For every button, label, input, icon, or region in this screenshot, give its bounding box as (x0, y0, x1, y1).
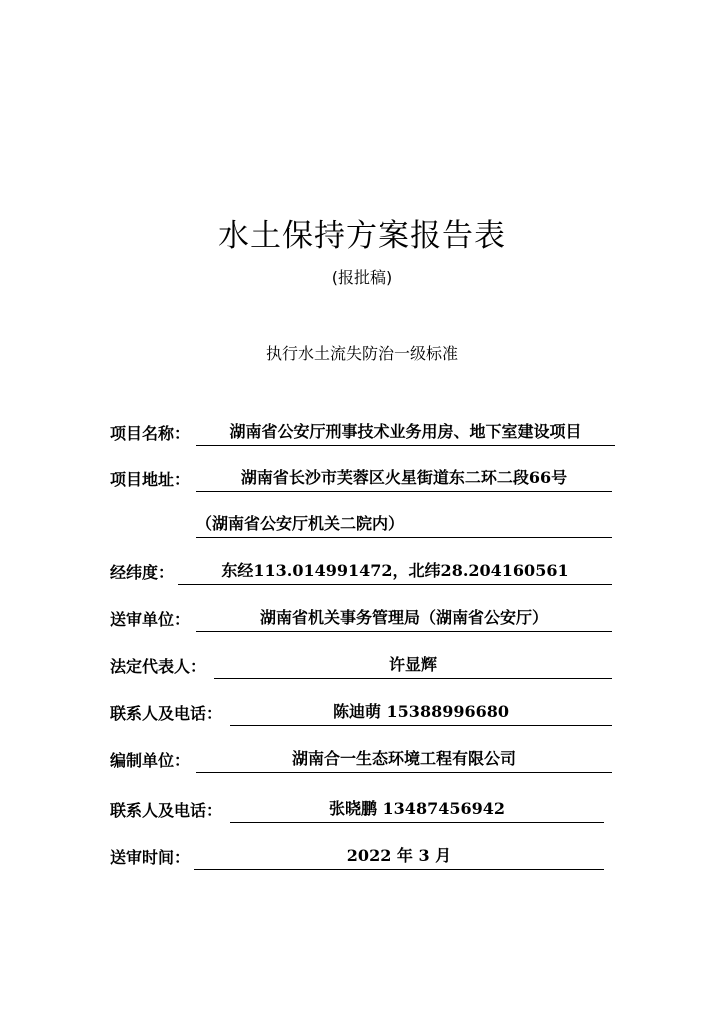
document-subtitle: (报批稿) (331, 268, 393, 287)
field-underline (230, 796, 604, 823)
field-label: 编制单位： (110, 751, 191, 770)
document-title: 水土保持方案报告表 (218, 218, 506, 254)
field-value: 湖南省机关事务管理局（湖南省公安厅） (259, 608, 548, 627)
field-label: 项目名称： (110, 424, 191, 443)
field-submitting-unit (110, 604, 612, 632)
field-underline (194, 843, 604, 870)
field-label: 法定代表人： (110, 657, 207, 676)
field-underline (214, 652, 612, 679)
field-underline (196, 465, 612, 492)
field-project-address (110, 464, 612, 492)
field-value: （湖南省公安厅机关二院内） (196, 514, 405, 533)
field-project-name (110, 418, 615, 446)
field-underline (178, 558, 612, 585)
field-submit-time (110, 842, 604, 870)
field-label: 联系人及电话： (110, 801, 223, 820)
field-label: 经纬度： (110, 563, 175, 582)
field-label: 送审时间： (110, 848, 191, 867)
field-value: 东经113.014991472，北纬28.204160561 (221, 561, 569, 580)
field-underline (196, 419, 615, 446)
field-value: 张晓鹏 13487456942 (328, 799, 506, 818)
field-contact-1 (110, 698, 612, 726)
field-value: 陈迪萌 15388996680 (332, 702, 510, 721)
field-underline (196, 746, 612, 773)
field-project-address-line2 (110, 510, 612, 538)
field-value: 许显辉 (388, 655, 437, 674)
field-label: 联系人及电话： (110, 704, 223, 723)
field-contact-2 (110, 795, 604, 823)
field-underline (230, 699, 612, 726)
field-label: 项目地址： (110, 470, 191, 489)
field-underline (196, 511, 612, 538)
field-value: 湖南合一生态环境工程有限公司 (291, 749, 516, 768)
field-compiling-unit (110, 745, 612, 773)
field-legal-rep (110, 651, 612, 679)
field-underline (196, 605, 612, 632)
field-value: 湖南省长沙市芙蓉区火星街道东二环二段66号 (240, 468, 568, 487)
field-value: 湖南省公安厅刑事技术业务用房、地下室建设项目 (229, 422, 582, 441)
field-label: 送审单位： (110, 610, 191, 629)
field-value: 2022 年 3 月 (346, 846, 452, 865)
field-coordinates (110, 557, 612, 585)
standard-statement: 执行水土流失防治一级标准 (265, 344, 458, 363)
